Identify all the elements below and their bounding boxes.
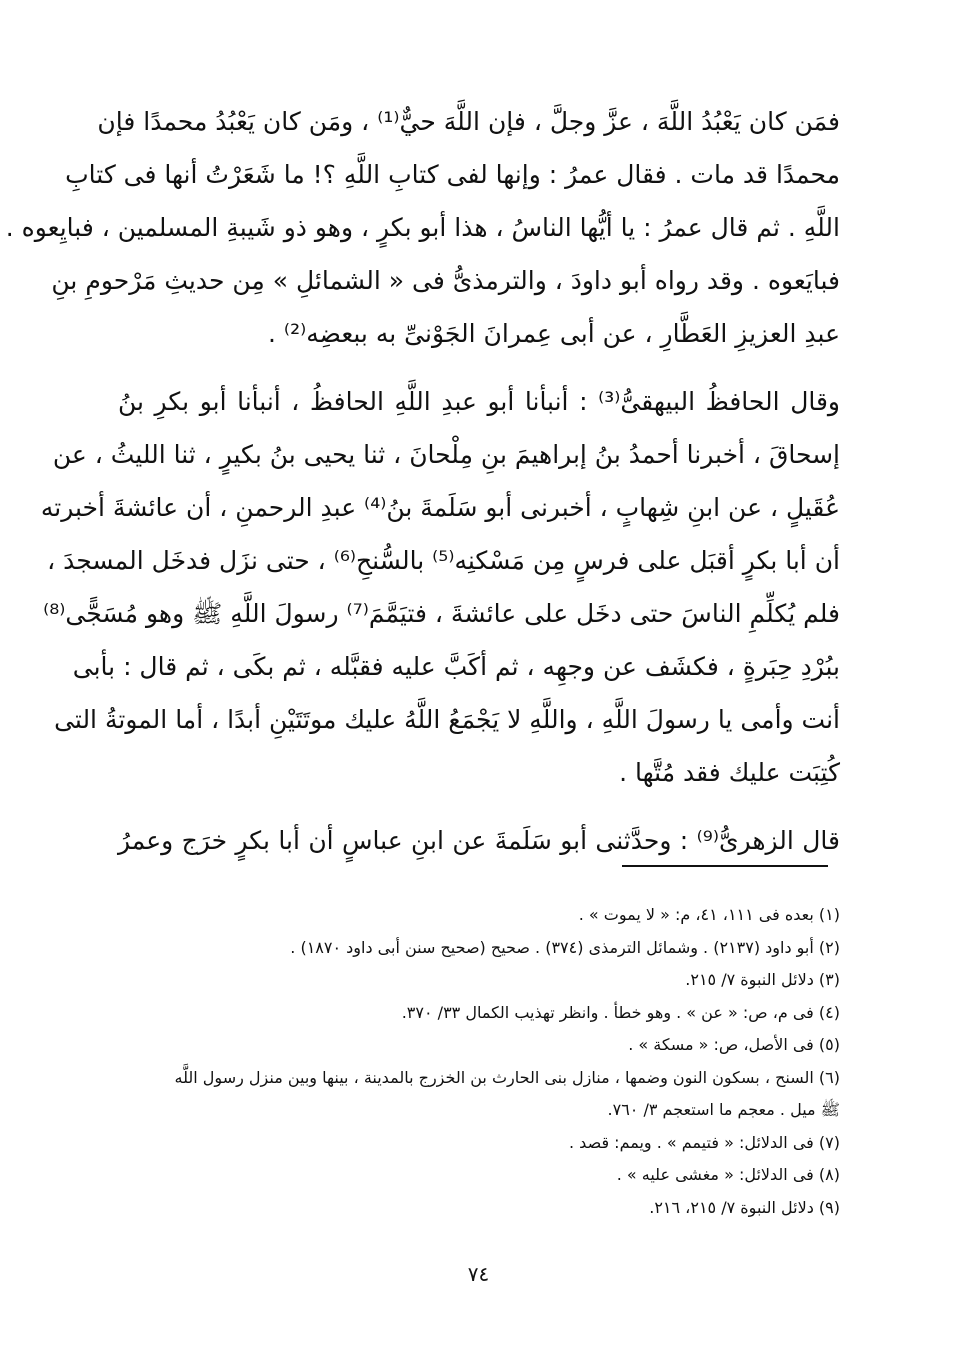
footnotes [120, 899, 840, 1224]
text-line: وقال الحافظُ البيهقىُّ⁽³⁾ : أنبأنا أبو عبدِ اللَّهِ الحافظُ ، أنبأنا أبو بكرِ بنُ [118, 387, 840, 416]
text-line: إسحاقَ ، أخبرنا أحمدُ بنُ إبراهيمَ بنِ مِلْحانَ ، ثنا يحيى بنُ بكيرٍ ، ثنا الليثُ ، عن [52, 440, 840, 469]
paragraph [5, 95, 840, 360]
text-line: كُتِبَت عليك فقد مُتَّها . [619, 758, 840, 787]
paragraph-spacer [118, 360, 840, 375]
text-line: اللَّهِ . ثم قال عمرُ : يا أيُّها الناسُ ، هذا أبو بكرٍ ، وهو ذو شَيبةِ المسلمين ، فبايِعوه . [5, 213, 840, 242]
footnote: (٨) فى الدلائل: « مغشى عليه » . [616, 1165, 840, 1184]
footnote: (٩) دلائل النبوة ٧/ ٢١٥، ٢١٦. [649, 1197, 840, 1217]
footnote-continuation: ﷺ ميل . معجم ما استعجم ٣/ ٧٦٠. [607, 1100, 840, 1119]
page-number: ٧٤ [467, 1262, 490, 1286]
text-line: عُقَيلٍ ، عن ابنِ شِهابٍ ، أخبرنى أبو سَلَمةَ بنُ⁽⁴⁾ عبدِ الرحمنِ ، أن عائشةَ أخبرته [40, 493, 840, 522]
footnote: (٦) السنح ، بسكون النون وضمها ، منازل بنى الحارث بن الخزرج بالمدينة ، بينها وبين منزل رسول اللَّه [174, 1067, 840, 1087]
footnote: (٢) أبو داود (٢١٣٧) . وشمائل الترمذى (٣٧٤) . صحيح (صحيح سنن أبى داود ١٨٧٠) . [290, 937, 840, 957]
text-line: عبدِ العزيزِ العَطَّارِ ، عن أبى عِمرانَ الجَوْنىِّ به ببعضِه⁽²⁾ . [268, 319, 840, 348]
text-line: محمدًا قد مات . فقال عمرُ : وإنها لفى كتابِ اللَّهِ ؟! ما شَعَرْتُ أنها فى كتابِ [65, 160, 840, 189]
paragraph-spacer [118, 799, 840, 814]
text-line: ببُرْدِ حِبَرةٍ ، فكشَف عن وجهِه ، ثم أكَبَّ عليه فقبَّله ، ثم بكَى ، ثم قال : بأبى [72, 652, 840, 681]
text-line: قال الزهرىُّ⁽⁹⁾ : وحدَّثنى أبو سَلَمةَ عن ابنِ عباسٍ أن أبا بكرٍ خرَج وعمرُ [118, 826, 840, 855]
footnote: (١) بعده فى ١١١، ٤١، م: « لا يموت » . [578, 905, 840, 924]
text-line: فمَن كان يَعْبُدُ اللَّهَ ، عزَّ وجلَّ ، فإن اللَّهَ حيٌّ⁽¹⁾ ، ومَن كان يَعْبُدُ محمدًا فإن [97, 107, 840, 136]
text-line: فبايَعوه . وقد رواه أبو داودَ ، والترمذىُّ فى « الشمائلِ » مِن حديثِ مَرْحومِ بنِ [51, 266, 840, 295]
footnote: (٤) فى م، ص: « عن » . وهو خطأ . وانظر تهذيب الكمال ٣٣/ ٣٧٠. [401, 1002, 840, 1022]
paragraph [40, 375, 840, 799]
text-line: أن أبا بكرٍ أقبَل على فرسٍ مِن مَسْكنِه⁽⁵⁾ بالسُّنحِ⁽⁶⁾ ، حتى نزَل فدخَل المسجدَ ، [47, 546, 840, 575]
text-line: أنت وأمى يا رسولَ اللَّهِ ، واللَّهِ لا يَجْمَعُ اللَّهُ عليك موتَتَيْنِ أبدًا ، أما الموتةُ التى [54, 705, 840, 734]
text-line: فلم يُكلِّمِ الناسَ حتى دخَل على عائشةَ ، فتيَمَّمَ⁽⁷⁾ رسولَ اللَّهِ ﷺ وهو مُسَجًّى⁽⁸⁾ [43, 599, 840, 628]
footnote-separator [622, 865, 828, 867]
paragraph [118, 814, 840, 867]
footnote: (٥) فى الأصل، ص: « مسكة » . [628, 1035, 840, 1054]
footnote: (٣) دلائل النبوة ٧/ ٢١٥. [685, 970, 840, 989]
main-text [5, 95, 840, 867]
footnote: (٧) فى الدلائل: « فتيمم » . ويمم: قصد . [569, 1132, 840, 1152]
